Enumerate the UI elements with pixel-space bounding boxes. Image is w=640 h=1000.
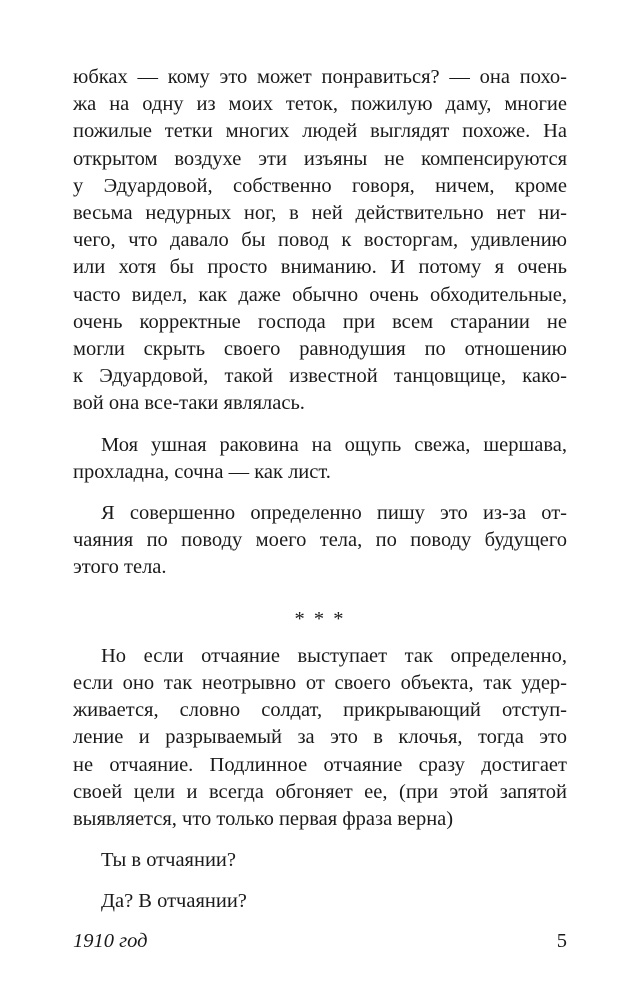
text-line: Да? В отчаянии? — [101, 890, 247, 913]
text-line: живается, словно солдат, прикрывающий отступ- — [73, 699, 567, 722]
paragraph-4 — [73, 643, 567, 833]
text-line: весьма недурных ног, в ней действительно нет ни- — [73, 202, 567, 225]
text-line: пожилые тетки многих людей выглядят похоже. На — [73, 120, 567, 143]
paragraph-gap — [73, 874, 567, 888]
text-line: открытом воздухе эти изъяны не компенсируются — [73, 147, 567, 170]
text-line: чего, что давало бы повод к восторгам, удивлению — [73, 229, 567, 252]
text-line: или хотя бы просто вниманию. И потому я очень — [73, 256, 567, 279]
text-line: выявляется, что только первая фраза верна) — [73, 808, 454, 831]
text-line: прохладна, сочна — как лист. — [73, 460, 331, 483]
text-line: этого тела. — [73, 556, 167, 579]
page-body — [73, 64, 567, 916]
text-line: своей цели и всегда обгоняет ее, (при этой запятой — [73, 780, 567, 803]
section-separator: * * * — [294, 607, 346, 630]
paragraph-3 — [73, 500, 567, 582]
text-line: Ты в отчаянии? — [101, 849, 236, 872]
paragraph-5 — [73, 847, 567, 874]
paragraph-gap — [73, 833, 567, 847]
paragraph-6 — [73, 888, 567, 915]
text-line: очень корректные господа при всем старании не — [73, 310, 567, 333]
paragraph-gap — [73, 418, 567, 432]
text-line: Моя ушная раковина на ощупь свежа, шершава, — [101, 433, 567, 456]
text-line: не отчаяние. Подлинное отчаяние сразу достигает — [73, 753, 567, 776]
paragraph-1 — [73, 64, 567, 418]
text-line: Но если отчаяние выступает так определенно, — [101, 644, 567, 667]
text-line: часто видел, как даже обычно очень обходительные, — [73, 283, 567, 306]
text-line: если оно так неотрывно от своего объекта, так удер- — [73, 672, 567, 695]
paragraph-gap — [73, 582, 567, 606]
running-title: 1910 год — [73, 930, 148, 952]
text-line: чаяния по поводу моего тела, по поводу будущего — [73, 529, 567, 552]
text-line: ление и разрываемый за это в клочья, тогда это — [73, 726, 567, 749]
paragraph-gap — [73, 486, 567, 500]
text-line: юбках — кому это может понравиться? — она похо- — [73, 66, 567, 88]
text-line: вой она все-таки являлась. — [73, 392, 305, 415]
page-number: 5 — [556, 930, 567, 952]
paragraph-gap — [73, 633, 567, 643]
text-line: к Эдуардовой, такой известной танцовщице, како- — [73, 365, 567, 388]
text-line: Я совершенно определенно пишу это из-за от- — [101, 502, 567, 525]
text-line: могли скрыть своего равнодушия по отношению — [73, 338, 567, 361]
paragraph-2 — [73, 432, 567, 486]
text-line: жа на одну из моих теток, пожилую даму, многие — [73, 93, 567, 116]
text-line: у Эдуардовой, собственно говоря, ничем, кроме — [73, 174, 567, 197]
